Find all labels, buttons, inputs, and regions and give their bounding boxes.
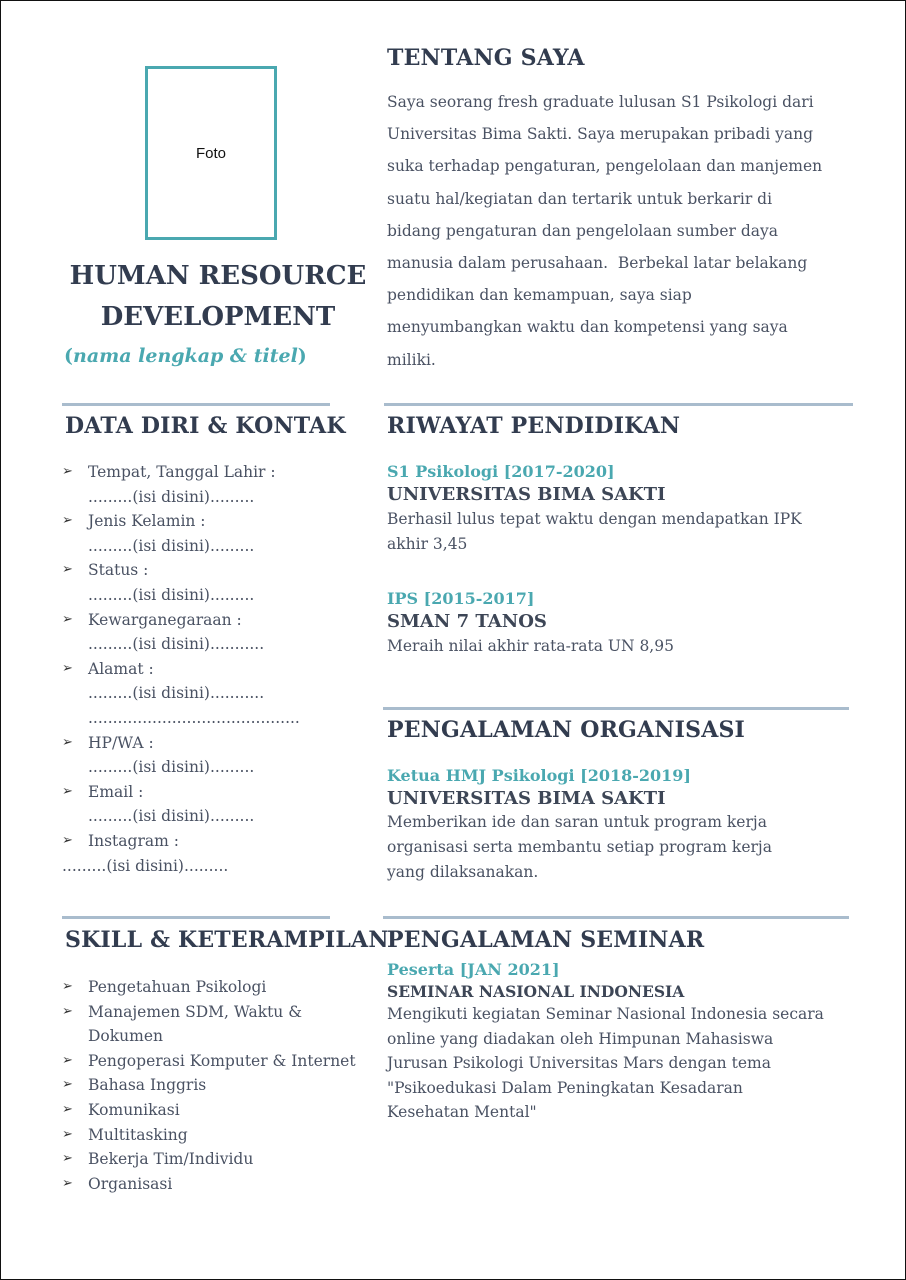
education-description: Berhasil lulus tepat waktu dengan mendapatkan IPK akhir 3,45 <box>387 510 802 553</box>
education-description: Meraih nilai akhir rata-rata UN 8,95 <box>387 637 674 655</box>
placeholder-value: .........(isi disini)......... <box>88 487 255 506</box>
organization-heading: PENGALAMAN ORGANISASI <box>387 717 746 743</box>
name-placeholder-text: nama lengkap & titel <box>73 345 298 367</box>
degree-title: S1 Psikologi [2017-2020] <box>387 462 615 481</box>
personal-data-heading: DATA DIRI & KONTAK <box>65 413 346 439</box>
about-heading: TENTANG SAYA <box>387 45 585 71</box>
about-text: Saya seorang fresh graduate lulusan S1 Psikologi dari Universitas Bima Sakti. Saya merupakan pribadi yang suka terhadap pengaturan, pengelolaan dan manjemen suatu hal/kegiatan dan tertarik untuk berkarir di bidang pengaturan dan pengelolaan sumber daya manusia dalam perusahaan. Berbekal latar belakang pendidikan dan kemampuan, saya siap menyumbangkan waktu dan kompetensi yang saya miliki. <box>387 93 823 369</box>
list-item: ➢ Komunikasi <box>62 1098 372 1123</box>
arrow-bullet-icon: ➢ <box>62 611 73 627</box>
list-item: ➢ Email : .........(isi disini)......... <box>62 780 362 829</box>
list-item: ➢ Tempat, Tanggal Lahir : .........(isi disini)......... <box>62 460 362 509</box>
institution-name: SMAN 7 TANOS <box>387 611 547 632</box>
placeholder-value: .........(isi disini)......... <box>88 758 255 777</box>
placeholder-value: .........(isi disini)......... <box>88 585 255 604</box>
arrow-bullet-icon: ➢ <box>62 783 73 799</box>
divider <box>384 403 853 406</box>
name-open-paren: ( <box>64 345 73 367</box>
name-close-paren: ) <box>297 345 307 367</box>
job-title-line2: DEVELOPMENT <box>100 302 336 332</box>
divider <box>62 403 330 406</box>
placeholder-value: ........................................... <box>88 708 300 727</box>
job-title-line1: HUMAN RESOURCE <box>69 261 367 291</box>
arrow-bullet-icon: ➢ <box>62 832 73 848</box>
placeholder-value: .........(isi disini)......... <box>88 536 255 555</box>
arrow-bullet-icon: ➢ <box>62 464 73 479</box>
list-item: ➢ Instagram : .........(isi disini)......... <box>62 829 362 878</box>
skills-heading: SKILL & KETERAMPILAN <box>65 927 389 953</box>
arrow-bullet-icon: ➢ <box>62 1003 73 1019</box>
skills-list <box>62 975 372 1196</box>
arrow-bullet-icon: ➢ <box>62 1077 73 1093</box>
divider <box>383 916 849 919</box>
arrow-bullet-icon: ➢ <box>62 1175 73 1191</box>
list-item: ➢ Kewarganegaraan : .........(isi disini)........... <box>62 608 362 657</box>
list-item: ➢ Pengoperasi Komputer & Internet <box>62 1049 372 1074</box>
divider <box>383 707 849 710</box>
education-entry <box>387 589 827 659</box>
degree-title: IPS [2015-2017] <box>387 589 535 608</box>
education-heading: RIWAYAT PENDIDIKAN <box>387 413 681 439</box>
seminar-heading: PENGALAMAN SEMINAR <box>387 927 705 953</box>
photo-label: Foto <box>195 145 226 162</box>
seminar-description: Mengikuti kegiatan Seminar Nasional Indonesia secara online yang diadakan oleh Himpunan Mahasiswa Jurusan Psikologi Universitas Mars dengan tema "Psikoedukasi Dalam Peningkatan Kesadaran Kesehatan Mental" <box>387 1005 824 1121</box>
organization-entry <box>387 766 827 885</box>
list-item: ➢ Organisasi <box>62 1172 372 1197</box>
photo-placeholder <box>145 66 277 240</box>
list-item: ➢ Bahasa Inggris <box>62 1073 372 1098</box>
education-entry <box>387 462 827 557</box>
arrow-bullet-icon: ➢ <box>62 1101 73 1117</box>
list-item: ➢ Status : .........(isi disini)......... <box>62 558 362 607</box>
arrow-bullet-icon: ➢ <box>62 1151 73 1167</box>
placeholder-value: .........(isi disini)........... <box>88 684 265 703</box>
list-item: ➢ Multitasking <box>62 1123 372 1148</box>
arrow-bullet-icon: ➢ <box>62 1126 73 1142</box>
arrow-bullet-icon: ➢ <box>62 513 73 529</box>
placeholder-value: .........(isi disini)......... <box>88 807 255 826</box>
seminar-name: SEMINAR NASIONAL INDONESIA <box>387 982 685 1001</box>
full-name-placeholder <box>64 345 307 367</box>
arrow-bullet-icon: ➢ <box>62 734 73 750</box>
organization-name: UNIVERSITAS BIMA SAKTI <box>387 788 666 809</box>
divider <box>62 916 330 919</box>
position-title: Ketua HMJ Psikologi [2018-2019] <box>387 766 691 785</box>
list-item: ➢ Bekerja Tim/Individu <box>62 1147 372 1172</box>
list-item: ➢ Manajemen SDM, Waktu & Dokumen <box>62 1000 372 1049</box>
seminar-role: Peserta [JAN 2021] <box>387 960 560 979</box>
arrow-bullet-icon: ➢ <box>62 979 73 994</box>
seminar-entry <box>387 960 827 1125</box>
arrow-bullet-icon: ➢ <box>62 1052 73 1068</box>
list-item: ➢ Alamat : .........(isi disini)........... ........................................... <box>62 657 362 731</box>
placeholder-value: .........(isi disini)......... <box>62 856 229 875</box>
list-item: ➢ Jenis Kelamin : .........(isi disini)......... <box>62 509 362 558</box>
arrow-bullet-icon: ➢ <box>62 660 73 676</box>
list-item: ➢ Pengetahuan Psikologi <box>62 975 372 1000</box>
personal-data-list <box>62 460 362 878</box>
placeholder-value: .........(isi disini)........... <box>88 635 265 654</box>
list-item: ➢ HP/WA : .........(isi disini)......... <box>62 731 362 780</box>
arrow-bullet-icon: ➢ <box>62 562 73 578</box>
organization-description: Memberikan ide dan saran untuk program kerja organisasi serta membantu setiap program kerja yang dilaksanakan. <box>387 813 772 881</box>
institution-name: UNIVERSITAS BIMA SAKTI <box>387 484 666 505</box>
